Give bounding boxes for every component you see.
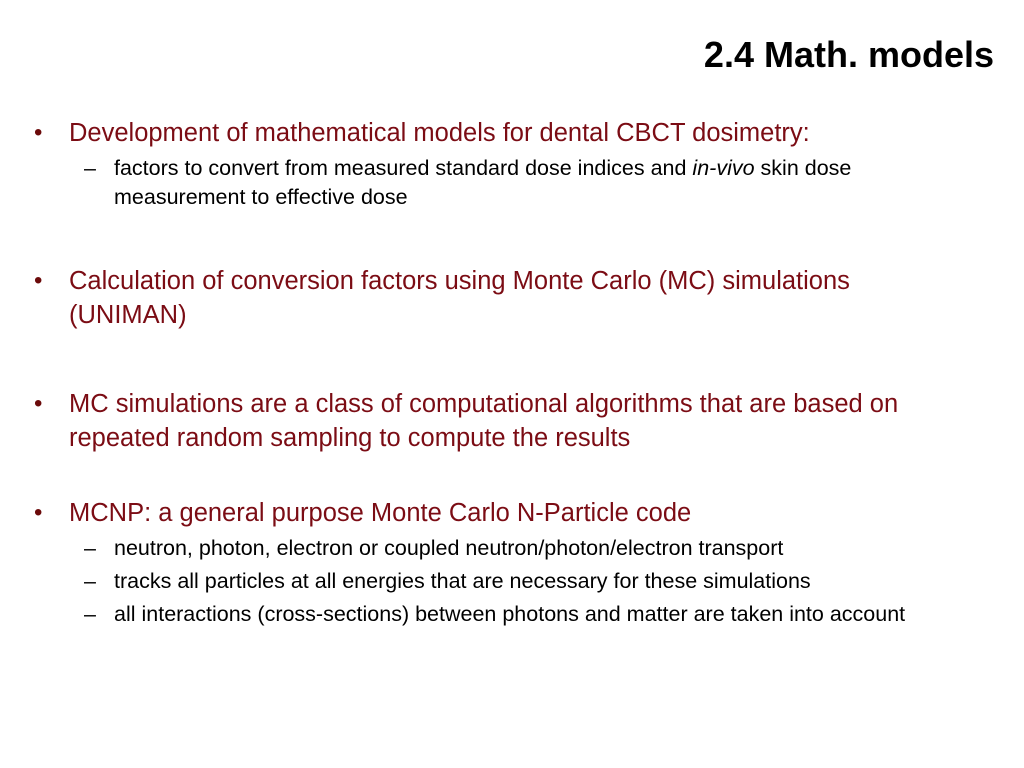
sub-bullet-text-part: factors to convert from measured standard dose indices and xyxy=(114,156,693,180)
sub-bullet-text: tracks all particles at all energies that are necessary for these simulations xyxy=(114,569,811,593)
sub-bullet-item xyxy=(84,154,964,212)
bullet-marker: • xyxy=(34,267,43,294)
bullet-text: Calculation of conversion factors using Monte Carlo (MC) simulations (UNIMAN) xyxy=(69,267,850,329)
bullet-item xyxy=(34,387,994,455)
sub-bullet-item xyxy=(84,600,924,629)
sub-bullet-marker: – xyxy=(84,536,96,560)
sub-bullet-marker: – xyxy=(84,569,96,593)
bullet-marker: • xyxy=(34,390,43,417)
sub-bullet-text-part: skin dose measurement to effective dose xyxy=(114,156,852,209)
bullet-marker: • xyxy=(34,499,43,526)
bullet-item xyxy=(34,264,994,332)
sub-bullet-marker: – xyxy=(84,602,96,626)
sub-bullet-text: neutron, photon, electron or coupled neutron/photon/electron transport xyxy=(114,536,784,560)
bullet-text: MC simulations are a class of computational algorithms that are based on repeated random sampling to compute the results xyxy=(69,390,899,452)
sub-bullet-marker: – xyxy=(84,156,96,180)
bullet-marker: • xyxy=(34,119,43,146)
bullet-item xyxy=(34,496,994,629)
bullet-item xyxy=(34,116,994,212)
slide-title: 2.4 Math. models xyxy=(703,34,994,75)
sub-bullet-item xyxy=(84,567,884,596)
bullet-text: MCNP: a general purpose Monte Carlo N-Particle code xyxy=(69,499,692,527)
sub-bullet-text: all interactions (cross-sections) between photons and matter are taken into account xyxy=(114,602,906,626)
sub-bullet-item xyxy=(84,534,884,563)
sub-bullet-text-italic: in-vivo xyxy=(692,156,755,180)
sub-bullet-text xyxy=(114,154,964,212)
bullet-text: Development of mathematical models for dental CBCT dosimetry: xyxy=(69,119,810,147)
